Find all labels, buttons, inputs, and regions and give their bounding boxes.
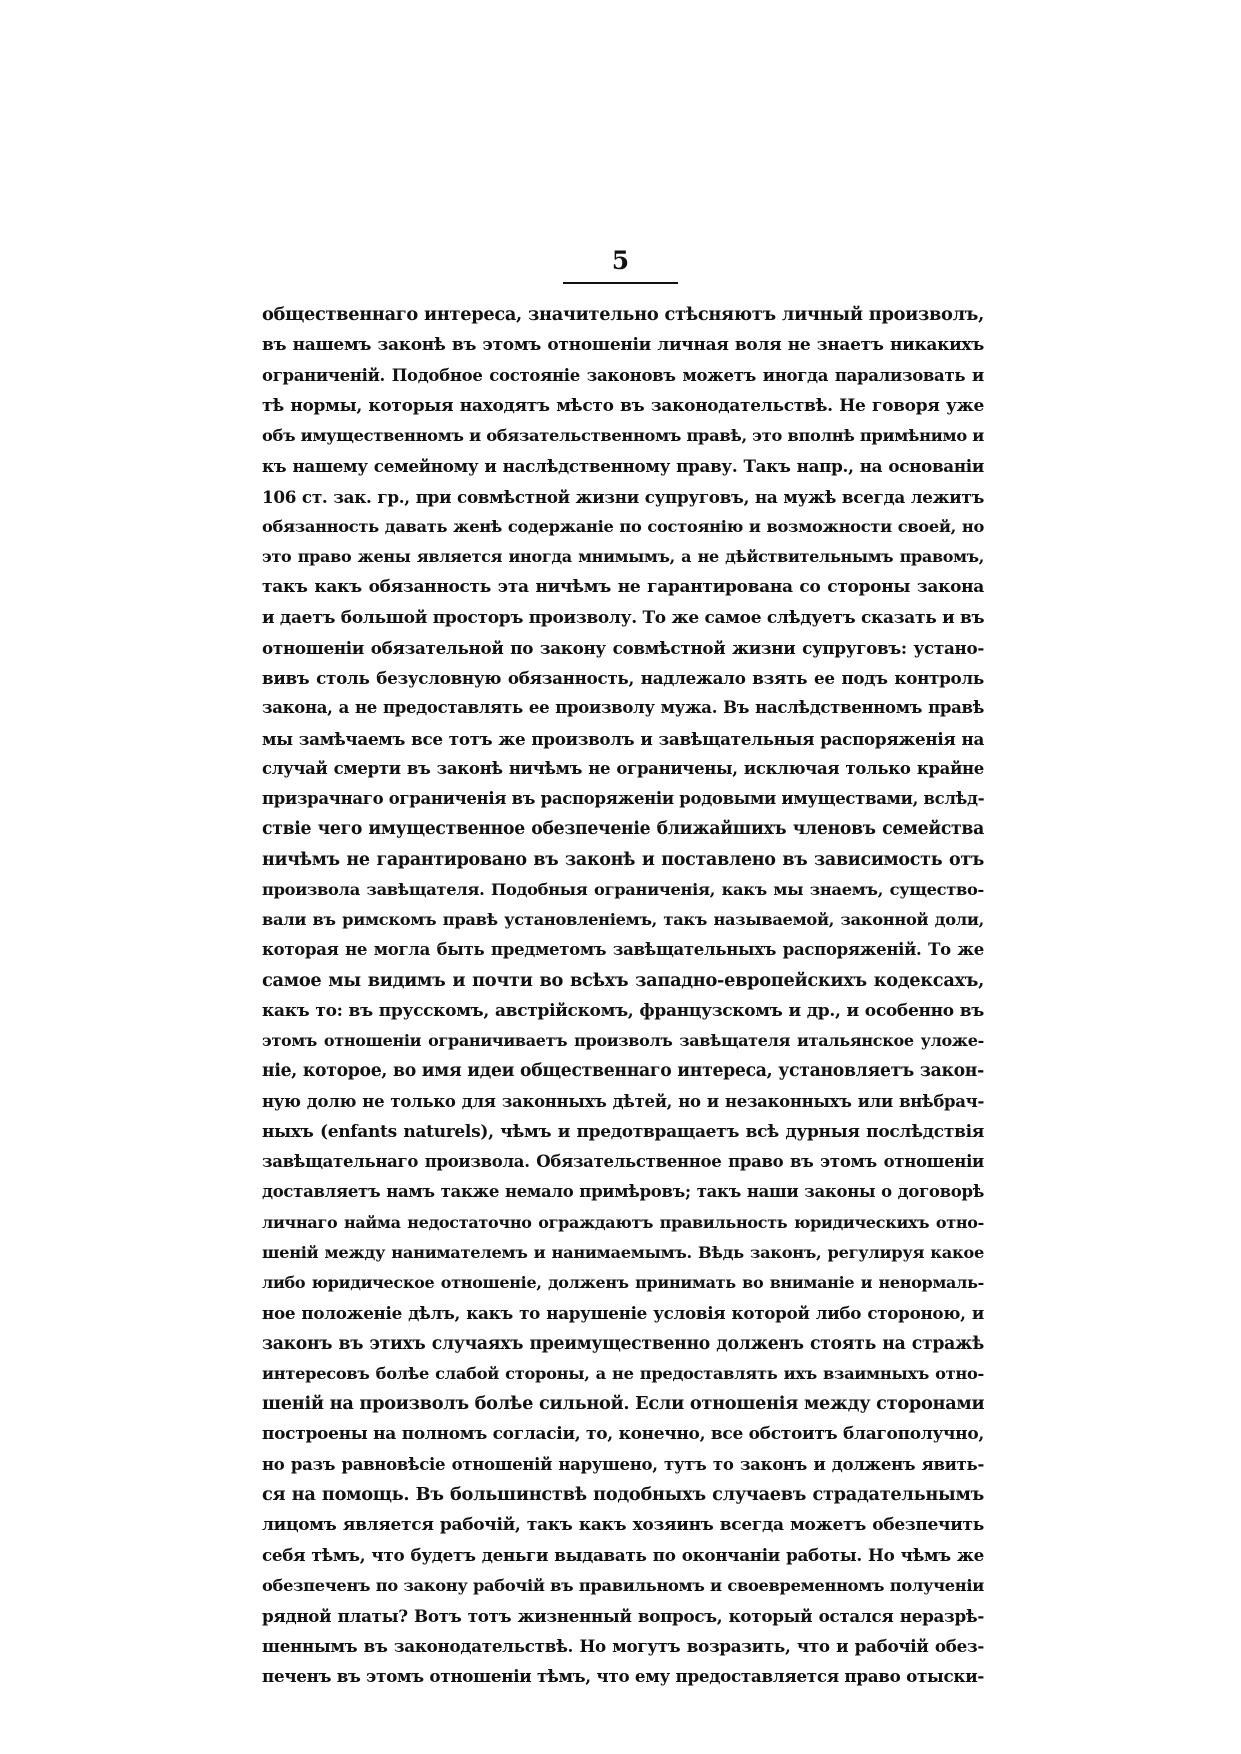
text-line: объ имущественномъ и обязательственномъ правѣ, это вполнѣ примѣнимо и — [262, 426, 984, 445]
text-line: построены на полномъ согласіи, то, конечно, все обстоитъ благополучно, — [262, 1424, 984, 1445]
text-line: къ нашему семейному и наслѣдственному праву. Такъ напр., на основаніи — [262, 456, 984, 477]
text-line: отношеніи обязательной по закону совмѣстной жизни супруговъ: устано- — [262, 637, 984, 658]
text-line: въ нашемъ законѣ въ этомъ отношеніи личная воля не знаетъ никакихъ — [262, 335, 984, 356]
text-line: тѣ нормы, которыя находятъ мѣсто въ законодательствѣ. Не говоря уже — [262, 395, 984, 416]
text-line: случай смерти въ законѣ ничѣмъ не ограничены, исключая только крайне — [262, 758, 984, 778]
text-line: ствіе чего имущественное обезпеченіе ближайшихъ членовъ семейства — [262, 819, 984, 840]
text-line: ныхъ (enfants naturels), чѣмъ и предотвращаетъ всѣ дурныя послѣдствія — [262, 1121, 984, 1142]
text-line: ограниченій. Подобное состояніе законовъ можетъ иногда парализовать и — [262, 365, 984, 385]
text-line: вивъ столь безусловную обязанность, надлежало взять ее подъ контроль — [262, 668, 984, 688]
text-line: завѣщательнаго произвола. Обязательственное право въ этомъ отношеніи — [262, 1152, 984, 1171]
text-line: общественнаго интереса, значительно стѣсняютъ личный произволъ, — [262, 304, 984, 325]
text-line: самое мы видимъ и почти во всѣхъ западно-европейскихъ кодексахъ, — [262, 969, 984, 991]
text-line: шеній на произволъ болѣе сильной. Если отношенія между сторонами — [262, 1393, 984, 1414]
text-line: либо юридическое отношеніе, долженъ принимать во вниманіе и ненормаль- — [262, 1273, 984, 1292]
page-number: 5 — [611, 246, 630, 275]
text-line: такъ какъ обязанность эта ничѣмъ не гарантирована со стороны закона — [262, 577, 984, 598]
text-line: какъ то: въ прусскомъ, австрійскомъ, французскомъ и др., и особенно въ — [262, 1000, 984, 1021]
text-line: шеннымъ въ законодательствѣ. Но могутъ возразить, что и рабочій обез- — [262, 1636, 984, 1656]
text-line: и даетъ большой просторъ произволу. То же самое слѣдуетъ сказать и въ — [262, 607, 984, 628]
text-line: обезпеченъ по закону рабочій въ правильномъ и своевременномъ полученіи — [262, 1575, 984, 1595]
text-line: ничѣмъ не гарантировано въ законѣ и поставлено въ зависимость отъ — [262, 849, 984, 870]
text-line: вали въ римскомъ правѣ установленіемъ, такъ называемой, законной доли, — [262, 910, 984, 929]
text-line: произвола завѣщателя. Подобныя ограниченія, какъ мы знаемъ, существо- — [262, 879, 984, 899]
text-line: 106 ст. зак. гр., при совмѣстной жизни супруговъ, на мужѣ всегда лежитъ — [262, 486, 984, 507]
text-line: но разъ равновѣсіе отношеній нарушено, тутъ то законъ и долженъ явить- — [262, 1454, 984, 1474]
text-line: призрачнаго ограниченія въ распоряженіи родовыми имуществами, вслѣд- — [262, 789, 984, 808]
text-line: ное положеніе дѣлъ, какъ то нарушеніе условія которой либо стороною, и — [262, 1303, 984, 1324]
text-line: печенъ въ этомъ отношеніи тѣмъ, что ему предоставляется право отыски- — [262, 1666, 984, 1687]
text-line: мы замѣчаемъ все тотъ же произволъ и завѣщательныя распоряженія на — [262, 728, 984, 749]
text-line: законъ въ этихъ случаяхъ преимущественно долженъ стоять на стражѣ — [262, 1333, 984, 1354]
text-line: доставляетъ намъ также немало примѣровъ; такъ наши законы о договорѣ — [262, 1182, 984, 1202]
text-line: лицомъ является рабочій, такъ какъ хозяинъ всегда можетъ обезпечить — [262, 1515, 984, 1535]
body-text — [262, 300, 984, 1692]
text-line: закона, а не предоставлять ее произволу мужа. Въ наслѣдственномъ правѣ — [262, 698, 984, 718]
text-line: личнаго найма недостаточно ограждаютъ правильность юридическихъ отно- — [262, 1212, 984, 1232]
text-line: себя тѣмъ, что будетъ деньги выдавать по окончаніи работы. Но чѣмъ же — [262, 1545, 984, 1566]
text-line: шеній между нанимателемъ и нанимаемымъ. Вѣдь законъ, регулируя какое — [262, 1242, 984, 1262]
text-line: этомъ отношеніи ограничиваетъ произволъ завѣщателя итальянское уложе- — [262, 1031, 984, 1050]
text-line: обязанность давать женѣ содержаніе по состоянію и возможности своей, но — [262, 516, 984, 536]
text-line: ся на помощь. Въ большинствѣ подобныхъ случаевъ страдательнымъ — [262, 1483, 984, 1505]
text-line: ную долю не только для законныхъ дѣтей, но и незаконныхъ или внѣбрач- — [262, 1091, 984, 1111]
text-line: рядной платы? Вотъ тотъ жизненный вопросъ, который остался неразрѣ- — [262, 1605, 984, 1626]
text-line: интересовъ болѣе слабой стороны, а не предоставлять ихъ взаимныхъ отно- — [262, 1363, 984, 1383]
header-rule — [563, 282, 678, 284]
text-line: это право жены является иногда мнимымъ, а не дѣйствительнымъ правомъ, — [262, 547, 984, 566]
text-line: ніе, которое, во имя идеи общественнаго интереса, установляетъ закон- — [262, 1061, 984, 1082]
text-line: которая не могла быть предметомъ завѣщательныхъ распоряженій. То же — [262, 940, 984, 960]
